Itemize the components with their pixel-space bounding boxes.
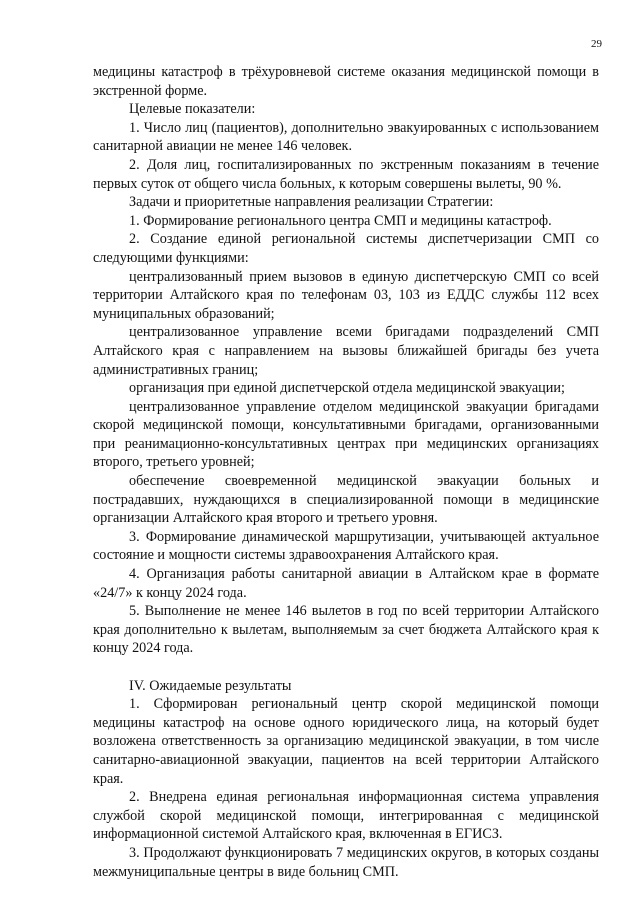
paragraph: 3. Формирование динамической маршрутизации, учитывающей актуальное состояние и мощности системы здравоохранения Алтайского края.: [93, 528, 599, 564]
paragraph: 4. Организация работы санитарной авиации в Алтайском крае в формате «24/7» к концу 2024 года.: [93, 566, 599, 601]
paragraph: 1. Число лиц (пациентов), дополнительно эвакуированных с использованием санитарной авиации не менее 146 человек.: [93, 119, 599, 155]
paragraph: 1. Формирование регионального центра СМП и медицины катастроф.: [129, 212, 552, 229]
paragraph: централизованное управление отделом медицинской эвакуации бригадами скорой медицинской помощи, консультативными бригадами, организованными при реанимационно-консультативных центрах при медицинских организациях второго, третьего уровней;: [93, 398, 599, 471]
paragraph: 2. Доля лиц, госпитализированных по экстренным показаниям в течение первых суток от общего числа больных, к которым совершены вылеты, 90 %.: [93, 156, 599, 192]
section-heading: IV. Ожидаемые результаты: [129, 677, 292, 694]
paragraph: Целевые показатели:: [129, 101, 256, 118]
paragraph: обеспечение своевременной медицинской эвакуации больных и пострадавших, нуждающихся в специализированной помощи в медицинские организации Алтайского края второго и третьего уровня.: [93, 473, 599, 527]
paragraph: централизованный прием вызовов в единую диспетчерскую СМП со всей территории Алтайского края по телефонам 03, 103 из ЕДДС службы 112 всех муниципальных образований;: [93, 268, 599, 322]
paragraph: централизованное управление всеми бригадами подразделений СМП Алтайского края с направлением на вызовы ближайшей бригады без учета административных границ;: [93, 324, 599, 378]
paragraph: 5. Выполнение не менее 146 вылетов в год по всей территории Алтайского края дополнительно к вылетам, выполняемым за счет бюджета Алтайского края к концу 2024 года.: [93, 603, 599, 657]
paragraph: 1. Сформирован региональный центр скорой медицинской помощи медицины катастроф на основе одного юридического лица, на который будет возложена ответственность за организацию медицинской эвакуации, в том числе санитарно-авиационной эвакуации, пациентов на всей территории Алтайского края.: [93, 696, 599, 787]
page-number: 29: [591, 38, 602, 50]
paragraph: 2. Создание единой региональной системы диспетчеризации СМП со следующими функциями:: [93, 231, 599, 266]
paragraph: организация при единой диспетчерской отдела медицинской эвакуации;: [129, 380, 565, 397]
paragraph: Задачи и приоритетные направления реализации Стратегии:: [129, 194, 494, 211]
document-body: [93, 63, 599, 881]
paragraph: 3. Продолжают функционировать 7 медицинских округов, в которых созданы межмуниципальные центры в виде больниц СМП.: [93, 844, 599, 880]
paragraph: 2. Внедрена единая региональная информационная система управления службой скорой медицинской помощи, интегрированная с медицинской информационной системой Алтайского края, включенная в ЕГИСЗ.: [93, 789, 599, 843]
paragraph: медицины катастроф в трёхуровневой системе оказания медицинской помощи в экстренной форме.: [93, 64, 599, 99]
